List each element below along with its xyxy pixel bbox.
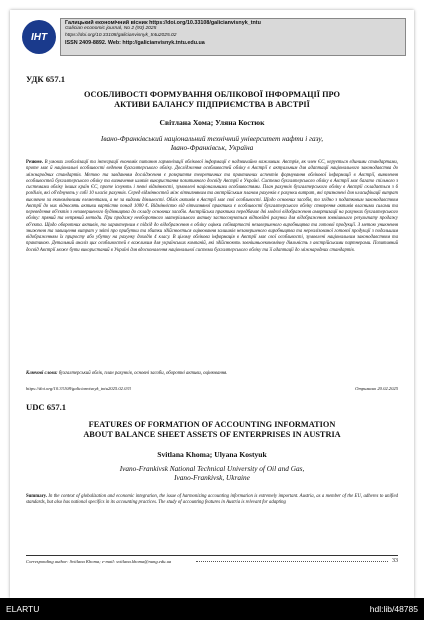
doi-received-line: [26, 386, 398, 391]
authors-en: Svitlana Khoma; Ulyana Kostyuk: [157, 450, 267, 459]
corresponding-author: Corresponding author: Svitlana Khoma; e-mail: svitlana.khoma@nung.edu.ua: [26, 559, 172, 564]
abstract-en: [26, 494, 398, 507]
keywords-ua: Ключові слова: бухгалтерський облік, план рахунків, основні засоби, оборотні активи, оцінювання.: [26, 371, 228, 376]
journal-title-line: Галицький економічний вісник https://doi.org/10.33108/galicianvisnyk_tntu: [65, 20, 261, 26]
abstract-text-ua: В умовах глобалізації та інтеграції економік питання гармонізації облікової інформації є надзвичайно важливим. Австрія, як член ЄС, керується єдиними стандартами, проте має й національні особливості ведення бухгалтерського обліку. Дослідження особливостей обліку в Австрії є актуальним для адаптації національного законодавства до міжнародних стандартів. Метою та завданням дослідження є розкриття теоретичних та практичних аспектів формування облікової інформації в Австрії, виявлення особливостей бухгалтерського обліку та визначення шляхів використання позитивного досвіду Австрії в Україні. Система бухгалтерського обліку в Австрії має багато спільного з системами обліку інших країн ЄС, проте існують і певні відмінності, зумовлені національними особливостями. План рахунків бухгалтерського обліку в Австрії складається з 6 розділів, які об'єднують у собі 10 класів рахунків. Серед відмінностей між вітчизняним та австрійським планом рахунків є рахунки витрат, які призначені для класифікації витрат виключно за економічними елементами, а не за видами діяльності. Облік активів в Австрії має свої особливості. Щодо основних засобів, то згідно з податковим законодавством Австрії до них відносять активи вартістю понад 1000 €. Відмінністю від вітчизняної практики є особливості бухгалтерського обліку створення активів власними силами та переведення об'єктів з незавершеного будівництва до складу основних засобів. Австрійська практика передбачає дві моделі відображення амортизації на рахунках бухгалтерського обліку: пряний та непряний методи. При продажу необоротного матеріального активу застосовуються відповідні рахунки для відображення зовнішнього результату продажу об'єкта. Щодо оборотних активів, то характерним є підхід до відображення в обліку оцінки собівартості незавершеного виробництва та готової продукції. З метою уникнення зниження та завищення витрат у звіті про прибутки та збитки здійснюється оцінювання залишків незавершеного виробництва та нереалізованої готової продукції з подальшим відображенням їх приросту або убутку на рахунку доходів 4 класу. В цілому облікова інформація в Австрії має свої особливості, зумовлені національним законодавством та практикою. Детальний аналіз цих особливостей є важливим для українських компаній, які здійснюють зовнішньоекономічну діяльність з австрійськими партнерами. Позитивний досвід Австрії може бути використаний в Україні для вдосконалення національної системи бухгалтерського обліку та її адаптації до міжнародних стандартів.: [26, 160, 398, 253]
abstract-ua: [26, 160, 398, 254]
page-number: 33: [392, 558, 398, 564]
issn-web-line: ISSN 2409-8892. Web: http://galicianvisnyk.tntu.edu.ua: [65, 39, 205, 46]
title-ua: ОСОБЛИВОСТІ ФОРМУВАННЯ ОБЛІКОВОЇ ІНФОРМАЦІЇ ПРО АКТИВИ БАЛАНСУ ПІДПРИЄМСТВА В АВСТРІЇ: [83, 90, 341, 109]
article-doi-link[interactable]: https://doi.org/10.33108/galicianvisnyk_tntu2025.02.033: [26, 386, 131, 391]
journal-header-box: [60, 18, 406, 56]
page-footer: [26, 559, 398, 564]
article-page: [10, 10, 414, 598]
affiliation-en: Ivano-Frankivsk National Technical University of Oil and Gas, Ivano-Frankivsk, Ukraine: [119, 464, 305, 482]
title-en: FEATURES OF FORMATION OF ACCOUNTING INFORMATION ABOUT BALANCE SHEET ASSETS OF ENTERPRISES IN AUSTRIA: [83, 420, 341, 439]
authors-ua: Світлана Хома; Уляна Костюк: [159, 118, 265, 127]
udc-ua: УДК 657.1: [26, 74, 66, 84]
handle-id: hdl:lib/48785: [369, 604, 418, 614]
footer-divider: [26, 555, 398, 556]
journal-english-line: Galician economic journal, No 2 (93) 2025: [65, 26, 157, 32]
abstract-text-en: In the context of globalization and economic integration, the issue of harmonizing accounting information is extremely important. Austria, as a member of the EU, adheres to unified standards, but also has national specifics in its accounting practices. The study of accounting features in Austria is relevant for adapting: [26, 494, 398, 506]
journal-logo: ІНТ: [22, 20, 56, 54]
repository-bar: [0, 598, 424, 620]
leader-dots: [196, 561, 388, 562]
journal-masthead: [18, 18, 406, 60]
abstract-label-ua: Резюме.: [26, 160, 43, 165]
repository-name: ELARTU: [6, 604, 40, 614]
udc-en: UDC 657.1: [26, 402, 67, 412]
issue-doi-line: https://doi.org/10.33108/galicianvisnyk_tntu2025.02: [65, 32, 177, 38]
received-date: Отримано 20.02.2025: [355, 386, 398, 391]
abstract-label-en: Summary.: [26, 494, 47, 499]
affiliation-ua: Івано-Франківський національний технічний університет нафти і газу, Івано-Франківськ, Україна: [100, 134, 324, 152]
